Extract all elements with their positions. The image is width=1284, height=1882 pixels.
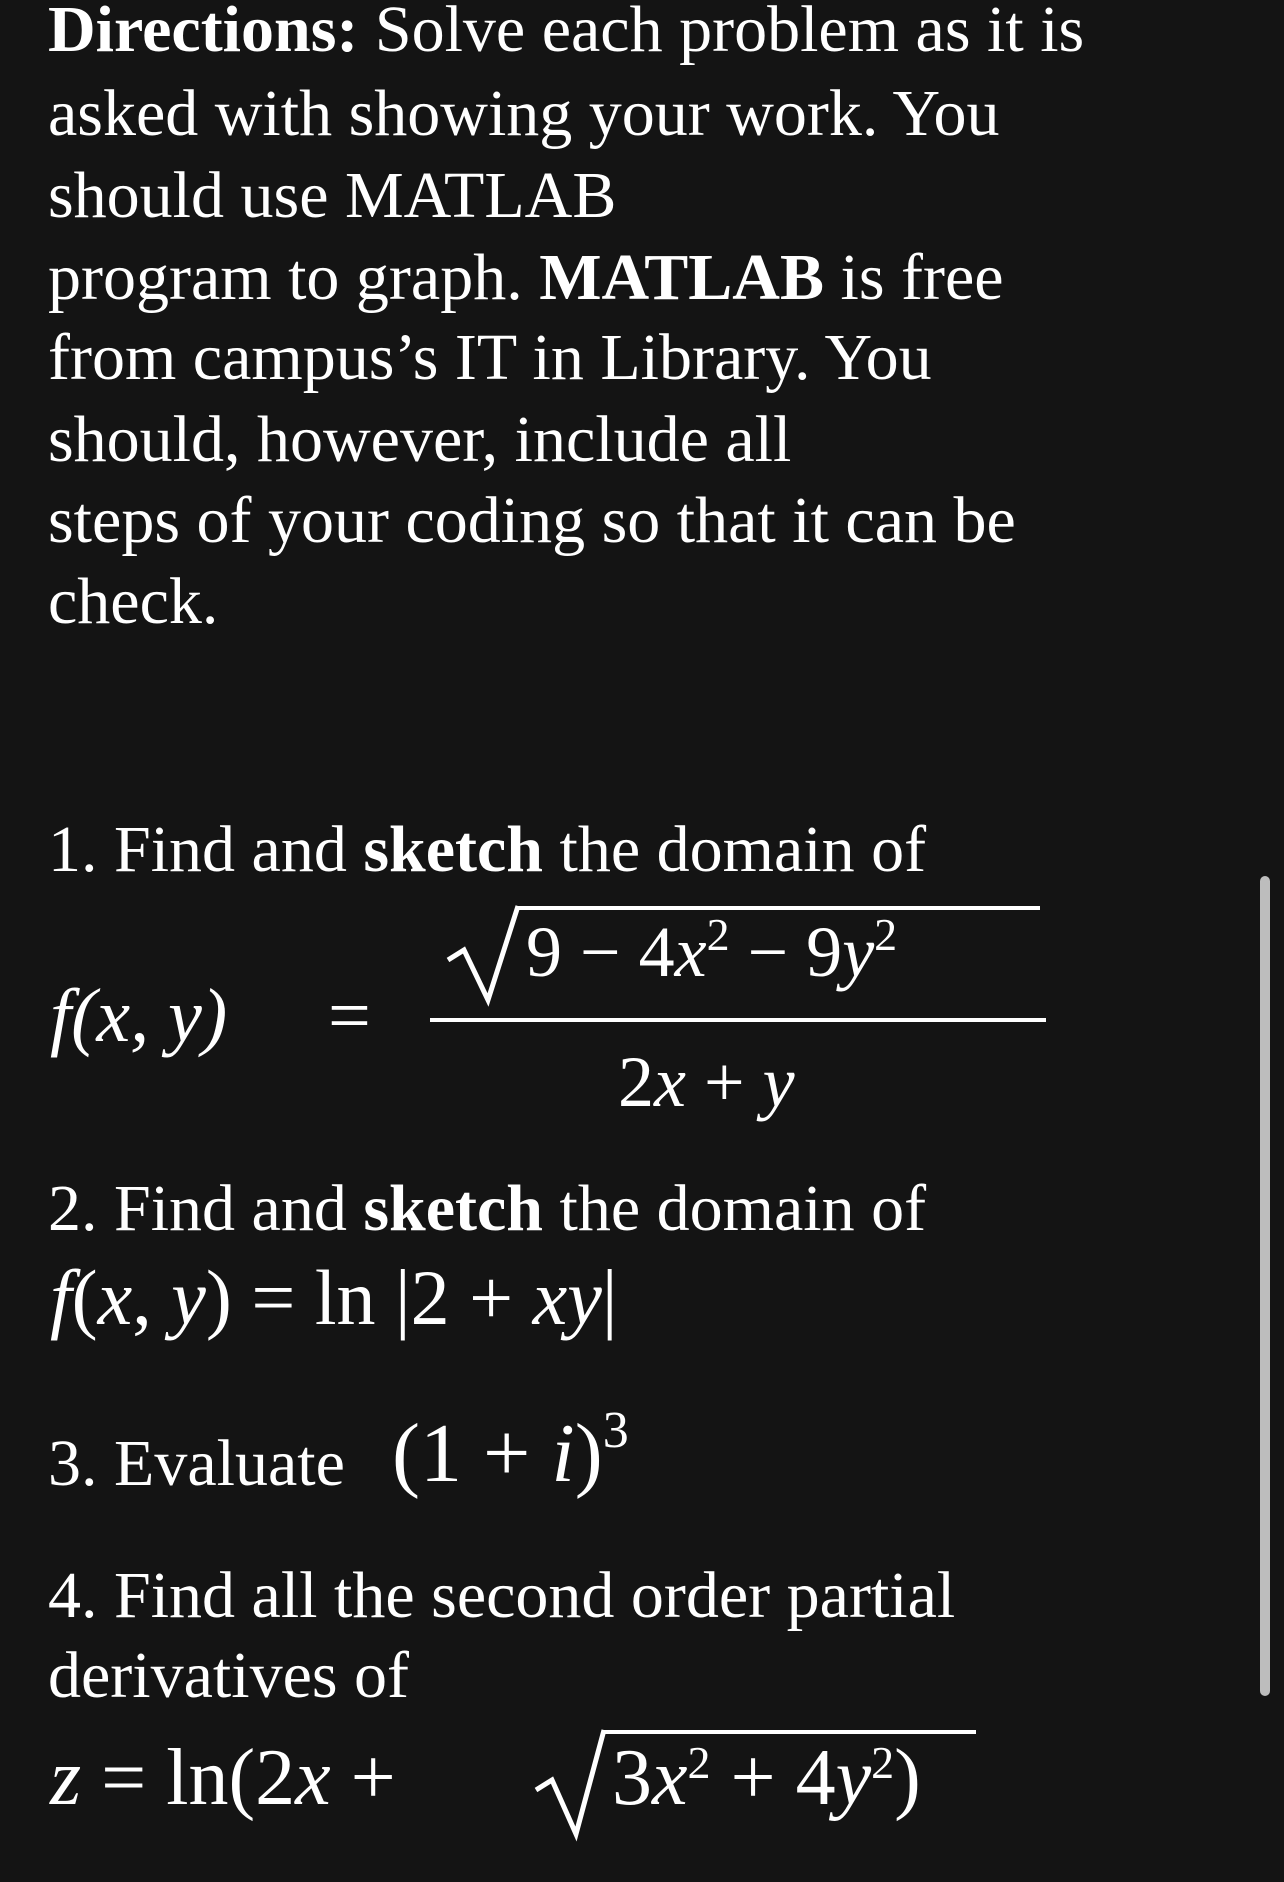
directions-line-5: from campus’s IT in Library. You [48, 321, 932, 394]
num-part-2: − 9 [729, 912, 843, 992]
problem-2-text [48, 1169, 926, 1249]
p4-x2: x [652, 1734, 688, 1822]
p3-close: ) [574, 1407, 603, 1500]
num-part-1: 9 − 4 [526, 912, 675, 992]
den-x: x [654, 1042, 686, 1122]
p4-exp2: 2 [871, 1737, 895, 1788]
p2-mid: ) = ln |2 + [205, 1254, 533, 1341]
problem-1-sketch-bold: sketch [363, 813, 544, 886]
p4-close: ) [894, 1734, 921, 1822]
directions-line-3: should use MATLAB [48, 159, 617, 232]
p3-i: i [551, 1407, 575, 1500]
num-x: x [674, 912, 707, 992]
directions-line-8: check. [48, 565, 219, 638]
problem-2-text-a: 2. Find and [48, 1172, 347, 1245]
p4-3: 3 [612, 1734, 652, 1822]
problem-4-line-2: derivatives of [48, 1639, 410, 1712]
problem-3-formula [392, 1402, 629, 1507]
problem-4-line-1: 4. Find all the second order partial [48, 1559, 956, 1632]
p4-left [50, 1736, 396, 1820]
p2-open: ( [71, 1254, 98, 1341]
p2-comma: , [132, 1254, 172, 1341]
p4-x1: x [295, 1734, 331, 1822]
p2-y: y [171, 1254, 206, 1341]
problem-1-equals: = [328, 974, 371, 1058]
num-exp-2: 2 [874, 909, 898, 960]
den-y: y [762, 1042, 795, 1122]
directions-label: Directions: [48, 0, 359, 66]
directions-text-4a: program to graph. [48, 241, 523, 314]
directions-matlab-bold: MATLAB [539, 241, 824, 314]
problem-3-text: 3. Evaluate [48, 1427, 345, 1500]
p2-x: x [97, 1254, 133, 1341]
directions-line-2: asked with showing your work. You [48, 77, 1000, 150]
p4-plus: + [330, 1734, 396, 1822]
directions-line-1 [48, 0, 1084, 70]
directions-line-7: steps of your coding so that it can be [48, 484, 1016, 557]
problem-2-sketch-bold: sketch [363, 1172, 544, 1245]
num-exp-1: 2 [706, 909, 730, 960]
problem-1-lhs: f(x, y) [50, 974, 228, 1058]
p4-radicand [612, 1736, 921, 1831]
p3-exp: 3 [602, 1402, 629, 1459]
problem-1-text-b: the domain of [559, 813, 927, 886]
p2-abs-close: | [601, 1254, 618, 1341]
p2-xy: xy [532, 1254, 602, 1341]
problem-2-text-b: the domain of [559, 1172, 927, 1245]
directions-text-1: Solve each problem as it is [374, 0, 1085, 66]
p2-f: f [50, 1254, 72, 1341]
problem-4-sqrt-sign [534, 1724, 614, 1844]
p3-open: (1 + [392, 1407, 552, 1500]
num-y: y [842, 912, 875, 992]
den-plus: + [685, 1042, 763, 1122]
vertical-scrollbar[interactable] [1260, 876, 1270, 1696]
den-2: 2 [618, 1042, 654, 1122]
directions-text-4c: is free [840, 241, 1004, 314]
problem-1-text-a: 1. Find and [48, 813, 347, 886]
p4-z: z [50, 1734, 82, 1822]
problem-2-formula [50, 1256, 618, 1340]
p4-eq-ln: = ln(2 [81, 1734, 296, 1822]
p4-y: y [835, 1734, 872, 1822]
p4-exp1: 2 [687, 1737, 711, 1788]
directions-line-4 [48, 238, 1004, 318]
problem-1-denominator [618, 1040, 795, 1124]
problem-1-fraction-line [430, 1018, 1046, 1022]
problem-1-numerator [526, 910, 897, 1003]
problem-1-text [48, 810, 926, 890]
problem-1-sqrt-sign [446, 900, 526, 1012]
p4-plus4: + 4 [710, 1734, 836, 1822]
directions-line-6: should, however, include all [48, 403, 792, 476]
